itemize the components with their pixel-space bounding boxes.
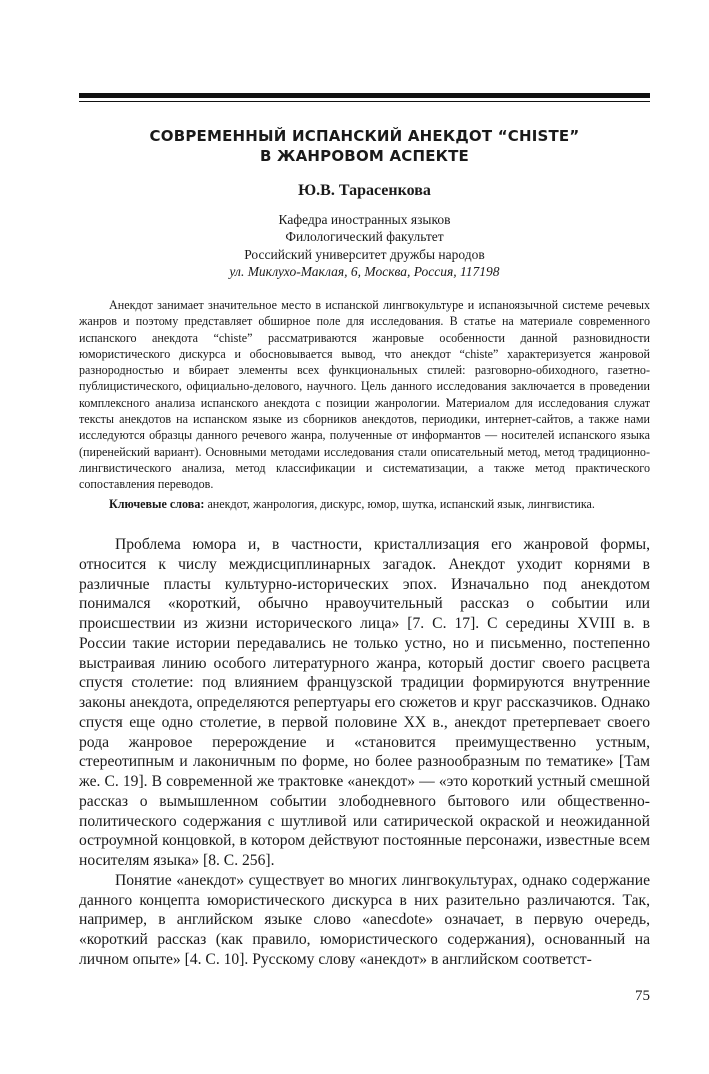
header-rule-thick (79, 93, 650, 98)
keywords-list: анекдот, жанрология, дискурс, юмор, шутка, испанский язык, лингвистика. (207, 497, 595, 511)
body-paragraph: Понятие «анекдот» существует во многих лингвокультурах, однако содержание данного концепта юмористического дискурса в них разительно различаются. Так, например, в английском языке слово «anecdote» означает, в первую очередь, «короткий рассказ (как правило, юмористического содержания), основанный на личном опыте» [4. С. 10]. Русскому слову «анекдот» в английском соответст- (79, 871, 650, 968)
author-name: Ю.В. Тарасенкова (298, 182, 431, 199)
keywords (79, 496, 650, 512)
affiliation (79, 211, 650, 280)
affiliation-university: Российский университет дружбы народов (244, 246, 485, 262)
affiliation-department: Кафедра иностранных языков (278, 212, 451, 227)
title-line-1: СОВРЕМЕННЫЙ ИСПАНСКИЙ АНЕКДОТ “CHISTE” (149, 127, 580, 145)
keywords-label: Ключевые слова: (109, 497, 205, 511)
article-title (79, 126, 650, 166)
title-line-2: В ЖАНРОВОМ АСПЕКТЕ (259, 147, 469, 165)
affiliation-faculty: Филологический факультет (285, 229, 444, 245)
article-body (79, 535, 650, 970)
abstract: Анекдот занимает значительное место в испанской лингвокультуре и испаноязычной системе речевых жанров и поэтому представляет обширное поле для исследования. В статье на материале современного испанского анекдота “chiste” рассматриваются жанровые особенности данной разновидности юмористического дискурса и обосновывается вывод, что анекдот “chiste” характеризуется жанровой разнородностью и вбирает элементы всех функциональных стилей: разговорно-обиходного, газетно-публицистического, официально-делового, научного. Цель данного исследования заключается в проведении комплексного анализа испанского анекдота с позиции жанрологии. Материалом для исследования служат тексты анекдотов на испанском языке из сборников анекдотов, периодики, интернет-сайтов, а также нами исследуются образцы данного речевого жанра, полученные от информантов — носителей испанского языка (пиренейский вариант). Основными методами исследования стали описательный метод, метод традиционно-лингвистического анализа, метод классификации и систематизации, а также метод практического сопоставления переводов. (79, 298, 650, 492)
body-paragraph: Проблема юмора и, в частности, кристаллизация его жанровой формы, относится к числу междисциплинарных загадок. Анекдот уходит корнями в различные пласты культурно-исторических эпох. Изначально под анекдотом понимался «короткий, обычно нравоучительный рассказ о событии или происшествии из жизни исторического лица» [7. С. 17]. С середины XVIII в. в России такие истории передавались не только устно, но и письменно, постепенно выстраивая линию особого литературного жанра, который достиг своего расцвета спустя столетие: под влиянием французской традиции формируются внутренние законы анекдота, определяются репертуары его сюжетов и круг рассказчиков. Однако спустя еще одно столетие, в первой половине XX в., анекдот претерпевает своего рода жанровое перерождение и «становится преимущественно устным, стереотипным и лаконичным по форме, но более разнообразным по тематике» [Там же. С. 19]. В современной же трактовке «анекдот» — «это короткий устный смешной рассказ о вымышленном событии злободневного бытового или общественно-политического содержания с шутливой или сатирической окраской и неожиданной остроумной концовкой, в котором действуют постоянные персонажи, известные всем носителям языка» [8. С. 256]. (79, 536, 650, 869)
page-number: 75 (635, 988, 650, 1004)
header-rule-thin (79, 101, 650, 102)
affiliation-address: ул. Миклухо-Маклая, 6, Москва, Россия, 117198 (229, 263, 500, 279)
